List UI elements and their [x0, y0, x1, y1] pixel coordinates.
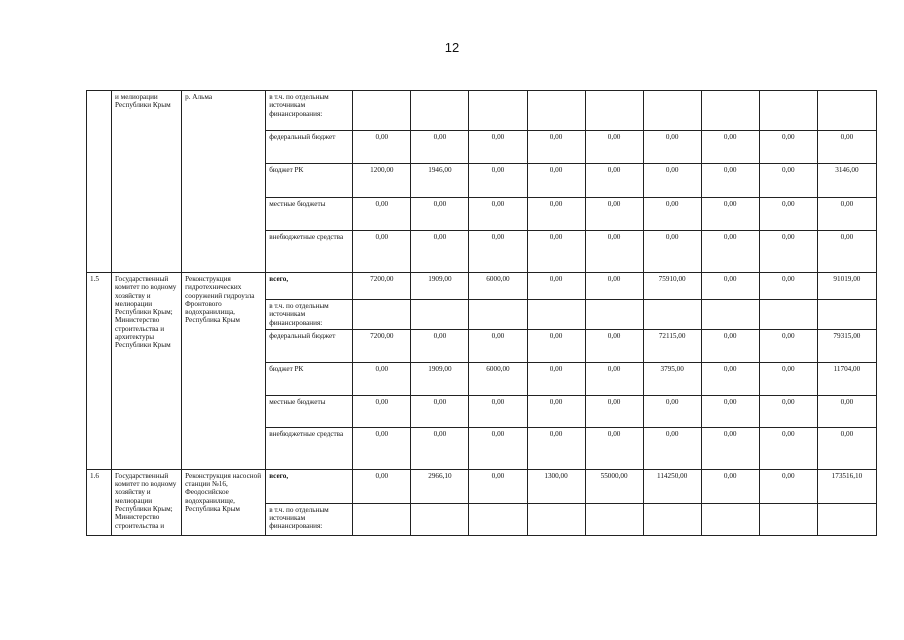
- value-cell: [759, 91, 817, 131]
- value-cell: 0,00: [527, 164, 585, 198]
- total-value-cell: 0,00: [817, 231, 876, 273]
- value-cell: 0,00: [643, 427, 701, 469]
- executor-cell: Государственный комитет по водному хозяйству и мелиорации Республики Крым; Министерство строительства и: [112, 469, 182, 535]
- value-cell: 0,00: [759, 469, 817, 503]
- value-cell: 0,00: [411, 231, 469, 273]
- value-cell: 0,00: [469, 395, 527, 427]
- funding-source-cell: всего,: [266, 469, 353, 503]
- value-cell: 0,00: [469, 427, 527, 469]
- value-cell: 0,00: [701, 469, 759, 503]
- value-cell: 0,00: [585, 362, 643, 395]
- value-cell: 0,00: [759, 231, 817, 273]
- value-cell: 0,00: [469, 231, 527, 273]
- value-cell: 0,00: [527, 395, 585, 427]
- value-cell: [759, 503, 817, 535]
- value-cell: 0,00: [701, 231, 759, 273]
- value-cell: 6000,00: [469, 273, 527, 300]
- value-cell: 0,00: [469, 469, 527, 503]
- funding-table: [86, 90, 877, 536]
- value-cell: 0,00: [643, 395, 701, 427]
- value-cell: 0,00: [643, 164, 701, 198]
- value-cell: 0,00: [411, 131, 469, 164]
- value-cell: 0,00: [585, 395, 643, 427]
- value-cell: 7200,00: [353, 329, 411, 362]
- value-cell: 0,00: [759, 198, 817, 231]
- total-value-cell: 3146,00: [817, 164, 876, 198]
- value-cell: 0,00: [759, 362, 817, 395]
- value-cell: [701, 91, 759, 131]
- value-cell: 0,00: [585, 273, 643, 300]
- funding-source-cell: в т.ч. по отдельным источникам финансирования:: [266, 503, 353, 535]
- object-cell: р. Альма: [182, 91, 266, 273]
- value-cell: 0,00: [701, 131, 759, 164]
- value-cell: 0,00: [759, 427, 817, 469]
- value-cell: [643, 91, 701, 131]
- value-cell: [643, 503, 701, 535]
- value-cell: 1909,00: [411, 362, 469, 395]
- funding-source-cell: всего,: [266, 273, 353, 300]
- value-cell: 0,00: [701, 362, 759, 395]
- value-cell: 1946,00: [411, 164, 469, 198]
- value-cell: [585, 503, 643, 535]
- value-cell: [759, 300, 817, 330]
- value-cell: 0,00: [701, 273, 759, 300]
- row-number: 1.5: [87, 273, 112, 470]
- value-cell: 0,00: [759, 273, 817, 300]
- value-cell: 0,00: [701, 427, 759, 469]
- value-cell: 0,00: [759, 395, 817, 427]
- value-cell: 0,00: [759, 329, 817, 362]
- value-cell: 55000,00: [585, 469, 643, 503]
- value-cell: 0,00: [527, 427, 585, 469]
- value-cell: 0,00: [527, 362, 585, 395]
- total-value-cell: 0,00: [817, 131, 876, 164]
- value-cell: 0,00: [585, 198, 643, 231]
- value-cell: 0,00: [701, 329, 759, 362]
- value-cell: 0,00: [411, 427, 469, 469]
- value-cell: [585, 300, 643, 330]
- total-value-cell: [817, 503, 876, 535]
- funding-source-cell: местные бюджеты: [266, 395, 353, 427]
- row-number: [87, 91, 112, 273]
- value-cell: 1200,00: [353, 164, 411, 198]
- value-cell: 0,00: [353, 231, 411, 273]
- value-cell: [411, 300, 469, 330]
- value-cell: 7200,00: [353, 273, 411, 300]
- row-number: 1.6: [87, 469, 112, 535]
- object-cell: Реконструкция насосной станции №16, Феодосийское водохранилище, Республика Крым: [182, 469, 266, 535]
- funding-source-cell: внебюджетные средства: [266, 231, 353, 273]
- value-cell: 0,00: [701, 164, 759, 198]
- executor-cell: и мелиорации Республики Крым: [112, 91, 182, 273]
- value-cell: 0,00: [585, 231, 643, 273]
- value-cell: 75910,00: [643, 273, 701, 300]
- value-cell: [469, 300, 527, 330]
- value-cell: 0,00: [585, 427, 643, 469]
- value-cell: 0,00: [585, 329, 643, 362]
- value-cell: [527, 503, 585, 535]
- value-cell: [585, 91, 643, 131]
- value-cell: [353, 91, 411, 131]
- value-cell: [527, 300, 585, 330]
- object-cell: Реконструкция гидротехнических сооружений гидроузла Фронтового водохранилища, Республика Крым: [182, 273, 266, 470]
- funding-source-cell: бюджет РК: [266, 164, 353, 198]
- value-cell: 0,00: [643, 198, 701, 231]
- value-cell: 0,00: [585, 164, 643, 198]
- value-cell: 0,00: [701, 395, 759, 427]
- table-row: [87, 91, 877, 131]
- value-cell: 2966,10: [411, 469, 469, 503]
- value-cell: 0,00: [643, 231, 701, 273]
- value-cell: 0,00: [527, 131, 585, 164]
- executor-cell: Государственный комитет по водному хозяйству и мелиорации Республики Крым; Министерство строительства и архитектуры Республики Крым: [112, 273, 182, 470]
- value-cell: 0,00: [411, 198, 469, 231]
- funding-source-cell: в т.ч. по отдельным источникам финансирования:: [266, 300, 353, 330]
- total-value-cell: 79315,00: [817, 329, 876, 362]
- value-cell: 0,00: [353, 362, 411, 395]
- value-cell: 0,00: [469, 329, 527, 362]
- total-value-cell: 0,00: [817, 198, 876, 231]
- value-cell: 0,00: [469, 164, 527, 198]
- total-value-cell: 0,00: [817, 427, 876, 469]
- value-cell: 72115,00: [643, 329, 701, 362]
- value-cell: 114250,00: [643, 469, 701, 503]
- value-cell: 0,00: [701, 198, 759, 231]
- value-cell: [701, 503, 759, 535]
- page-number: 12: [444, 40, 460, 55]
- value-cell: [411, 503, 469, 535]
- table-row: [87, 469, 877, 503]
- value-cell: 0,00: [411, 395, 469, 427]
- value-cell: 0,00: [527, 273, 585, 300]
- value-cell: 0,00: [759, 164, 817, 198]
- value-cell: 0,00: [643, 131, 701, 164]
- value-cell: [701, 300, 759, 330]
- value-cell: 1300,00: [527, 469, 585, 503]
- total-value-cell: 11704,00: [817, 362, 876, 395]
- value-cell: 6000,00: [469, 362, 527, 395]
- value-cell: [527, 91, 585, 131]
- value-cell: 0,00: [353, 131, 411, 164]
- value-cell: 0,00: [527, 198, 585, 231]
- total-value-cell: 0,00: [817, 395, 876, 427]
- value-cell: 0,00: [527, 231, 585, 273]
- value-cell: 0,00: [527, 329, 585, 362]
- funding-source-cell: в т.ч. по отдельным источникам финансирования:: [266, 91, 353, 131]
- funding-source-cell: федеральный бюджет: [266, 329, 353, 362]
- value-cell: 0,00: [469, 198, 527, 231]
- value-cell: [353, 300, 411, 330]
- value-cell: 0,00: [353, 198, 411, 231]
- value-cell: [353, 503, 411, 535]
- total-value-cell: [817, 300, 876, 330]
- value-cell: [411, 91, 469, 131]
- funding-source-cell: внебюджетные средства: [266, 427, 353, 469]
- funding-source-cell: бюджет РК: [266, 362, 353, 395]
- total-value-cell: 173516,10: [817, 469, 876, 503]
- total-value-cell: 91019,00: [817, 273, 876, 300]
- value-cell: 0,00: [411, 329, 469, 362]
- value-cell: [469, 91, 527, 131]
- value-cell: 0,00: [585, 131, 643, 164]
- value-cell: 0,00: [469, 131, 527, 164]
- value-cell: 1909,00: [411, 273, 469, 300]
- value-cell: 0,00: [353, 469, 411, 503]
- total-value-cell: [817, 91, 876, 131]
- value-cell: [643, 300, 701, 330]
- value-cell: [469, 503, 527, 535]
- funding-source-cell: федеральный бюджет: [266, 131, 353, 164]
- value-cell: 3795,00: [643, 362, 701, 395]
- table-row: [87, 273, 877, 300]
- value-cell: 0,00: [353, 395, 411, 427]
- value-cell: 0,00: [353, 427, 411, 469]
- value-cell: 0,00: [759, 131, 817, 164]
- funding-source-cell: местные бюджеты: [266, 198, 353, 231]
